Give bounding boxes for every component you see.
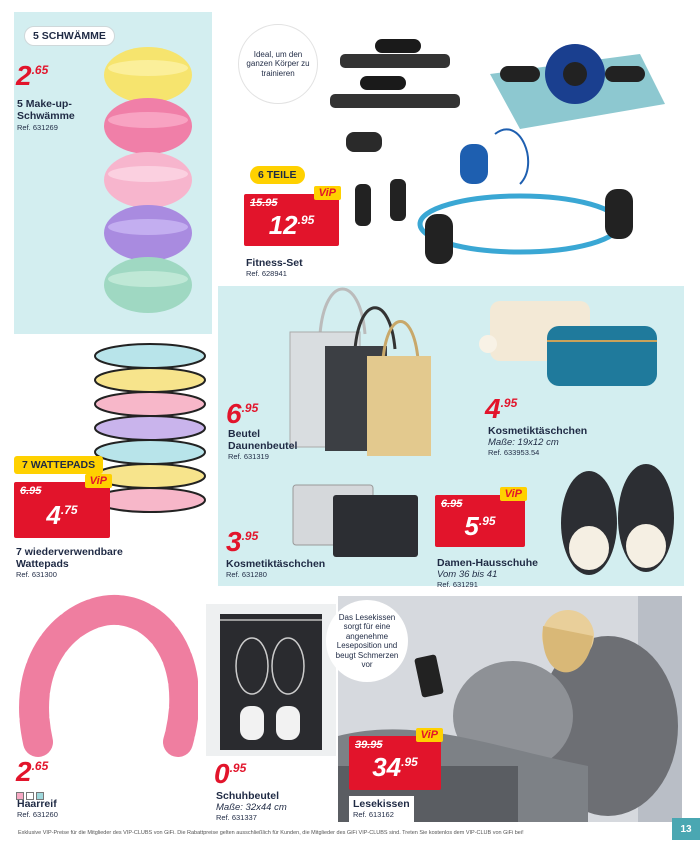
slippers-ref: Ref. 631291: [437, 580, 478, 589]
wattepads-vip-tag: ViP: [85, 474, 112, 488]
headband-ref: Ref. 631260: [17, 810, 58, 819]
shoebag-price: [214, 760, 246, 788]
cosmetic-small-price: [226, 528, 258, 556]
pillow-old-price: 39.95: [355, 739, 383, 751]
fitness-badge: 6 TEILE: [250, 166, 305, 184]
cosmetic-small-price-cent: .95: [241, 529, 259, 543]
fitness-vip-tag: ViP: [314, 186, 341, 200]
bag-name-1: Beutel: [228, 428, 261, 440]
shoebag-size: Maße: 32x44 cm: [216, 802, 287, 813]
cosmetic-small-ref: Ref. 631280: [226, 570, 267, 579]
shoebag-name: Schuhbeutel: [216, 790, 280, 802]
tote-bags-image: [285, 254, 435, 464]
cosmetic-large-ref: Ref. 633953.54: [488, 448, 540, 457]
fitness-new-price: [244, 212, 339, 238]
wattepads-price-box: [14, 475, 110, 538]
cosmetic-large-price-euro: 4: [485, 393, 501, 424]
wattepads-price-euro: 4: [46, 500, 61, 530]
sponges-name-1: 5 Make-up-: [17, 98, 72, 110]
cosmetic-large-price-cent: .95: [500, 396, 518, 410]
shoebag-price-euro: 0: [214, 758, 230, 789]
bag-name-2: Daunenbeutel: [228, 440, 298, 452]
sponges-price-cent: .65: [31, 63, 49, 77]
wattepads-name-1: 7 wiederverwendbare: [16, 546, 123, 558]
cosmetic-large-price: [485, 395, 517, 423]
wattepads-ref: Ref. 631300: [16, 570, 57, 579]
cosmetic-large-name: Kosmetiktäschchen: [488, 425, 588, 437]
pillow-vip-tag: ViP: [416, 728, 443, 742]
page-number: 13: [672, 818, 700, 840]
fitness-ref: Ref. 628941: [246, 269, 287, 278]
fitness-price-euro: 12: [268, 210, 298, 240]
pillow-new-price: [349, 754, 441, 780]
slippers-new-price: [435, 513, 525, 539]
slippers-vip-tag: ViP: [500, 487, 527, 501]
cosmetic-large-size: Maße: 19x12 cm: [488, 437, 559, 448]
wattepads-old-price: 6.95: [20, 485, 42, 497]
cosmetic-small-price-euro: 3: [226, 526, 242, 557]
slippers-size: Vom 36 bis 41: [437, 569, 498, 580]
sponges-price-euro: 2: [16, 60, 32, 91]
bag-ref: Ref. 631319: [228, 452, 269, 461]
bag-price: [226, 400, 258, 428]
slippers-price-cent: .95: [478, 514, 496, 528]
pillow-name: Lesekissen: [353, 798, 410, 810]
slippers-name: Damen-Hausschuhe: [437, 557, 538, 569]
wattepads-price-cent: .75: [60, 503, 78, 517]
fitness-bubble: Ideal, um den ganzen Körper zu trainieren: [238, 24, 318, 104]
pillow-ref: Ref. 613162: [353, 810, 394, 819]
sponges-badge: 5 SCHWÄMME: [24, 26, 115, 46]
pillow-bubble: Das Lesekissen sorgt für eine angenehme Leseposition und beugt Schmerzen vor: [326, 600, 408, 682]
slippers-price-euro: 5: [464, 511, 479, 541]
headband-price-euro: 2: [16, 756, 32, 787]
cosmetic-small-name: Kosmetiktäschchen: [226, 558, 326, 570]
fitness-set-image: [320, 14, 690, 284]
sponges-ref: Ref. 631269: [17, 123, 58, 132]
wattepads-badge: 7 WATTEPADS: [14, 456, 103, 474]
headband-price: [16, 758, 48, 786]
shoebag-price-cent: .95: [229, 761, 247, 775]
wattepads-new-price: [14, 502, 110, 528]
vip-disclaimer: Exklusive VIP-Preise für die Mitglieder des VIP-CLUBS von GiFi. Die Rabattpreise gelten ausschließlich für Kunden, die Mitglieder des GiFi VIP-CLUBS sind. Treten Sie kostenlos dem VIP-CLUB von GiFi bei!: [18, 830, 524, 836]
pillow-price-cent: .95: [401, 755, 418, 769]
slippers-price-box: [435, 488, 525, 547]
bag-price-cent: .95: [241, 401, 259, 415]
headband-image: [18, 592, 198, 762]
bag-price-euro: 6: [226, 398, 242, 429]
fitness-price-box: [244, 187, 339, 246]
sponges-price: [16, 62, 48, 90]
fitness-price-cent: .95: [297, 213, 315, 227]
sponges-name-2: Schwämme: [17, 110, 75, 122]
cosmetic-bags-large-image: [475, 296, 665, 396]
pillow-price-box: [349, 729, 441, 790]
shoebag-ref: Ref. 631337: [216, 813, 257, 822]
fitness-old-price: 15.95: [250, 197, 278, 209]
headband-name: Haarreif: [17, 798, 57, 810]
cosmetic-bags-small-image: [288, 480, 428, 570]
slippers-image: [556, 448, 680, 578]
pillow-label-box: [349, 796, 414, 822]
wattepads-name-2: Wattepads: [16, 558, 69, 570]
pillow-price-euro: 34: [372, 752, 402, 782]
shoebag-image: [212, 606, 330, 754]
headband-price-cent: .65: [31, 759, 49, 773]
sponges-stack-image: [98, 40, 198, 320]
slippers-old-price: 6.95: [441, 498, 463, 510]
fitness-name: Fitness-Set: [246, 257, 303, 269]
